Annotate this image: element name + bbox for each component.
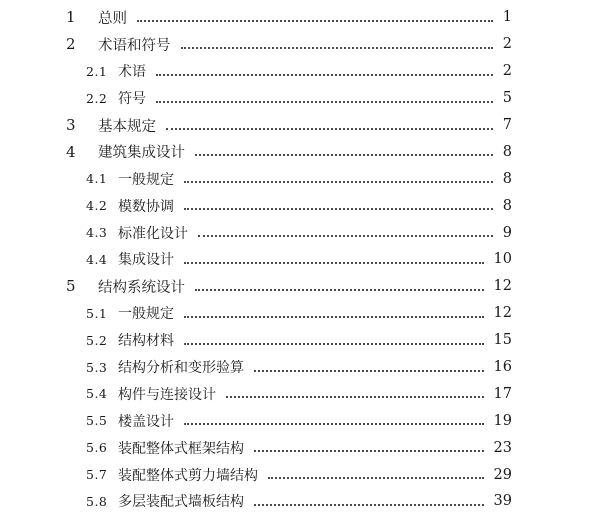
toc-entry-1[interactable] [0, 4, 600, 31]
toc-entry-5-8[interactable] [0, 488, 600, 515]
toc-entry-title: 多层装配式墙板结构 [118, 494, 244, 511]
table-of-contents [0, 4, 600, 515]
toc-entry-page: 23 [493, 439, 512, 456]
toc-entry-3[interactable] [0, 112, 600, 139]
toc-entry-5-1[interactable] [0, 300, 600, 327]
dot-leader [254, 369, 484, 372]
toc-entry-number: 5.6 [86, 440, 108, 456]
toc-entry-page: 2 [502, 36, 512, 53]
toc-entry-title: 符号 [118, 91, 146, 108]
toc-entry-title: 楼盖设计 [118, 413, 174, 430]
toc-entry-number: 2.2 [86, 90, 108, 106]
toc-entry-page: 8 [502, 143, 512, 160]
toc-entry-number: 5.3 [86, 359, 108, 375]
toc-entry-4-3[interactable] [0, 219, 600, 246]
dot-leader [198, 234, 493, 237]
toc-entry-title: 一般规定 [118, 171, 174, 188]
toc-entry-title: 构件与连接设计 [118, 386, 216, 403]
toc-entry-4[interactable] [0, 138, 600, 165]
toc-entry-page: 1 [502, 9, 512, 26]
toc-entry-title: 结构分析和变形验算 [118, 360, 244, 377]
dot-leader [226, 395, 484, 398]
toc-entry-title: 集成设计 [118, 252, 174, 269]
toc-entry-number: 4.3 [86, 225, 108, 241]
dot-leader [195, 153, 493, 156]
dot-leader [184, 261, 484, 264]
toc-entry-title: 标准化设计 [118, 225, 188, 242]
dot-leader [184, 180, 493, 183]
toc-entry-page: 9 [502, 224, 512, 241]
toc-entry-number: 3 [66, 116, 76, 134]
toc-entry-title: 总则 [98, 10, 127, 27]
toc-entry-number: 5 [66, 277, 76, 296]
toc-entry-5-4[interactable] [0, 380, 600, 407]
toc-entry-2[interactable] [0, 31, 600, 58]
toc-entry-page: 10 [493, 251, 512, 268]
dot-leader [184, 315, 484, 318]
toc-entry-page: 19 [493, 412, 512, 429]
toc-entry-number: 5.8 [86, 493, 108, 509]
toc-entry-number: 2.1 [86, 63, 108, 79]
dot-leader [254, 503, 484, 506]
toc-entry-title: 模数协调 [118, 198, 174, 215]
dot-leader [195, 288, 484, 291]
toc-entry-page: 12 [493, 278, 512, 295]
toc-entry-5-6[interactable] [0, 434, 600, 461]
toc-entry-number: 4 [66, 142, 76, 161]
toc-entry-title: 建筑集成设计 [98, 145, 185, 162]
dot-leader [184, 422, 484, 425]
toc-entry-number: 4.1 [86, 171, 108, 187]
toc-entry-number: 5.2 [86, 332, 108, 348]
dot-leader [184, 342, 484, 345]
toc-entry-page: 5 [502, 90, 512, 107]
toc-entry-5-2[interactable] [0, 327, 600, 354]
toc-entry-number: 5.4 [86, 386, 108, 402]
toc-entry-page: 12 [493, 305, 512, 322]
dot-leader [181, 46, 493, 49]
toc-entry-page: 8 [502, 197, 512, 214]
toc-entry-5-7[interactable] [0, 461, 600, 488]
toc-entry-4-4[interactable] [0, 246, 600, 273]
toc-entry-title: 术语 [118, 64, 146, 81]
toc-entry-number: 5.1 [86, 305, 108, 321]
toc-entry-number: 4.2 [86, 198, 108, 214]
toc-entry-5-5[interactable] [0, 407, 600, 434]
toc-entry-4-2[interactable] [0, 192, 600, 219]
toc-entry-5-3[interactable] [0, 354, 600, 381]
toc-entry-page: 8 [502, 170, 512, 187]
toc-entry-page: 15 [493, 332, 512, 349]
toc-entry-page: 39 [493, 493, 512, 510]
toc-entry-2-2[interactable] [0, 85, 600, 112]
toc-entry-title: 术语和符号 [98, 37, 171, 54]
dot-leader [184, 207, 493, 210]
toc-entry-title: 装配整体式剪力墙结构 [118, 467, 258, 484]
toc-entry-title: 结构系统设计 [98, 279, 185, 296]
toc-entry-title: 一般规定 [118, 306, 174, 323]
toc-entry-number: 5.5 [86, 413, 108, 429]
toc-entry-page: 2 [502, 63, 512, 80]
toc-entry-2-1[interactable] [0, 58, 600, 85]
toc-entry-page: 29 [493, 466, 512, 483]
toc-entry-title: 结构材料 [118, 333, 174, 350]
toc-entry-number: 4.4 [86, 251, 108, 267]
toc-entry-number: 2 [66, 35, 76, 54]
toc-entry-4-1[interactable] [0, 165, 600, 192]
toc-entry-page: 17 [493, 385, 512, 402]
dot-leader [156, 100, 493, 103]
toc-entry-page: 16 [493, 359, 512, 376]
toc-entry-5[interactable] [0, 273, 600, 300]
dot-leader [268, 476, 484, 479]
dot-leader [166, 127, 493, 130]
toc-entry-page: 7 [502, 117, 512, 133]
toc-entry-number: 5.7 [86, 467, 108, 483]
dot-leader [156, 73, 493, 76]
toc-entry-title: 装配整体式框架结构 [118, 440, 244, 457]
toc-entry-title: 基本规定 [98, 118, 156, 135]
dot-leader [137, 19, 493, 22]
toc-entry-number: 1 [66, 8, 76, 27]
